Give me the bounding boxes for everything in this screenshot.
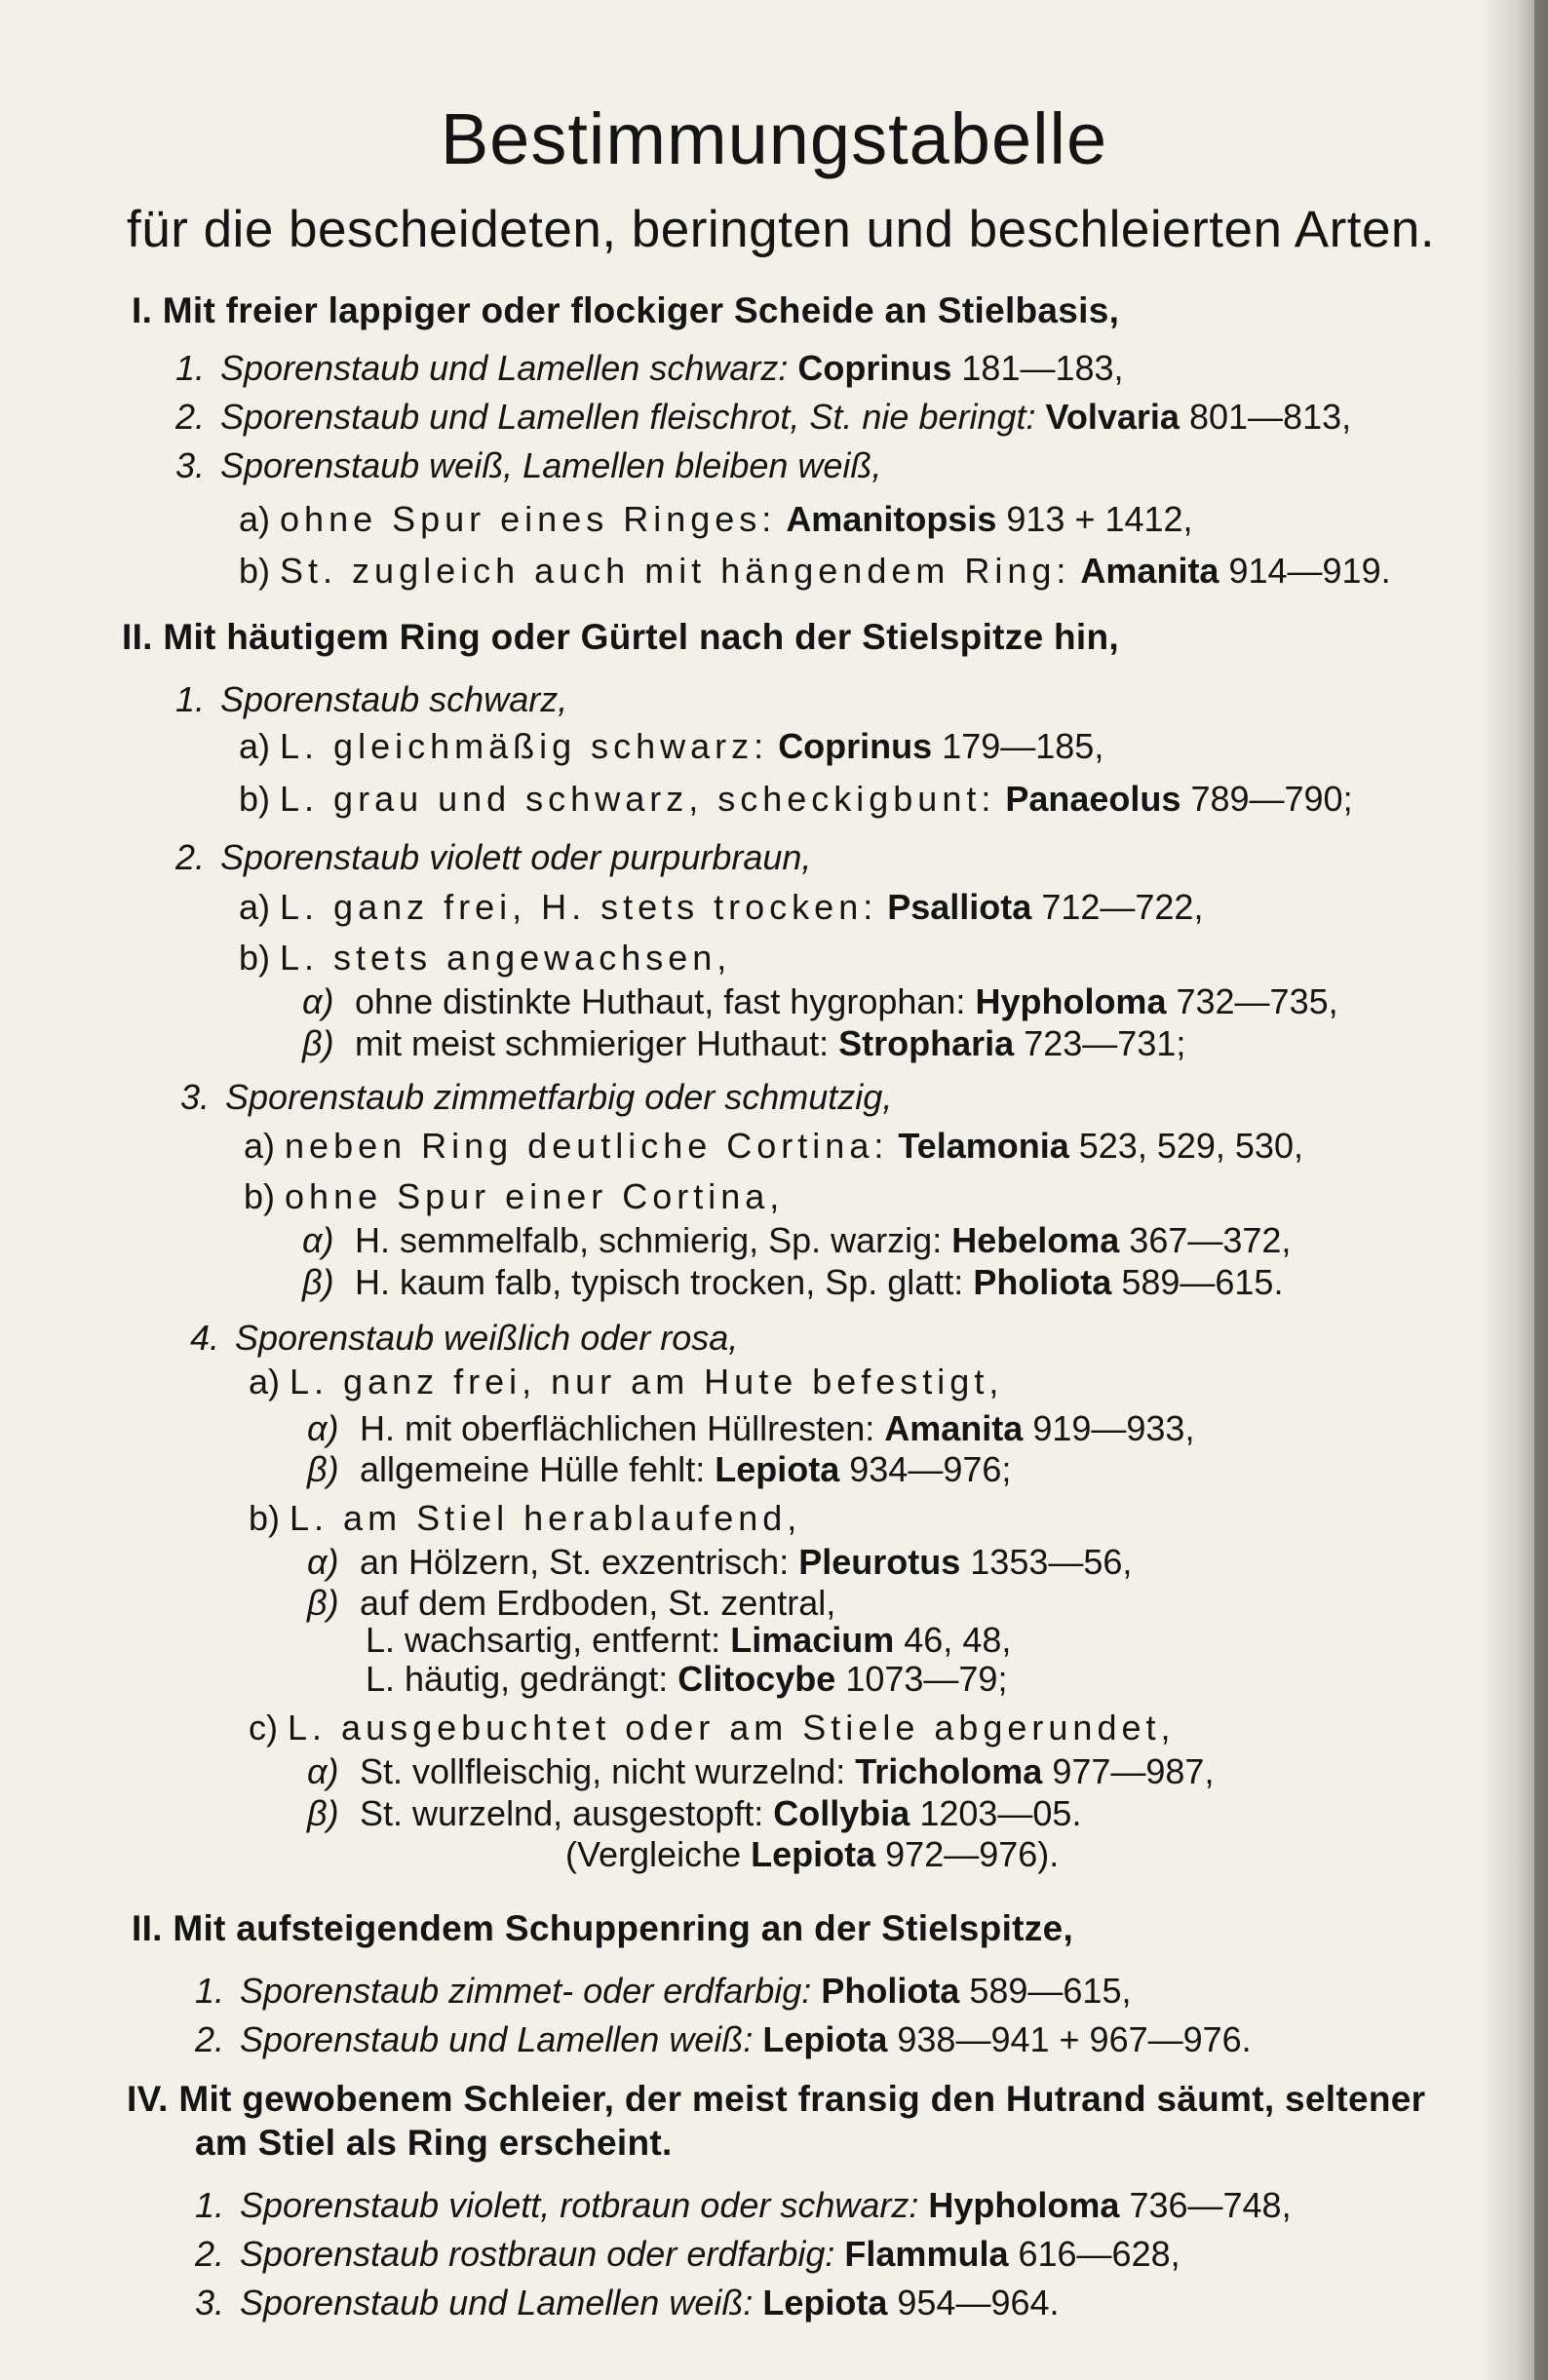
page-ref: 589—615, xyxy=(969,1971,1132,2011)
page-ref: 589—615. xyxy=(1121,1262,1284,1302)
key-number: 3. xyxy=(175,445,206,485)
section-heading-text: Mit freier lappiger oder flockiger Scheide an Stielbasis, xyxy=(162,290,1120,330)
key-text: Sporenstaub zimmet- oder erdfarbig: xyxy=(240,1971,812,2011)
section-heading xyxy=(127,2081,1425,2117)
section-heading xyxy=(132,1910,1073,1946)
key-text: allgemeine Hülle fehlt: xyxy=(360,1449,706,1489)
genus-name: Lepiota xyxy=(751,1834,876,1874)
genus-name: Lepiota xyxy=(762,2019,888,2059)
key-text: Sporenstaub zimmetfarbig oder schmutzig, xyxy=(225,1077,893,1117)
genus-name: Telamonia xyxy=(898,1126,1069,1166)
key-text: an Hölzern, St. exzentrisch: xyxy=(360,1542,790,1582)
key-letter: a) xyxy=(239,726,271,766)
key-text: ohne Spur einer Cortina, xyxy=(285,1176,785,1216)
key-line xyxy=(366,1620,1012,1660)
genus-name: Tricholoma xyxy=(855,1751,1043,1791)
key-line xyxy=(249,1710,1176,1746)
key-line xyxy=(195,2185,1292,2225)
key-text: L. ganz frei, H. stets trocken: xyxy=(280,887,878,927)
page-ref: 181—183, xyxy=(961,348,1124,388)
key-text: L. ganz frei, nur am Hute befestigt, xyxy=(290,1362,1004,1401)
section-heading xyxy=(122,619,1119,655)
genus-name: Lepiota xyxy=(715,1449,840,1489)
section-heading-text: Mit aufsteigendem Schuppenring an der Stielspitze, xyxy=(173,1908,1074,1948)
page-ref: 934—976; xyxy=(849,1449,1012,1489)
key-text: L. wachsartig, entfernt: xyxy=(366,1620,721,1660)
key-line xyxy=(302,981,1338,1021)
page-ref: 919—933, xyxy=(1032,1408,1195,1448)
greek-key: β) xyxy=(307,1793,339,1833)
key-text: St. vollfleischig, nicht wurzelnd: xyxy=(360,1751,846,1791)
key-line xyxy=(565,1834,1060,1874)
key-text: L. am Stiel herablaufend, xyxy=(290,1498,802,1538)
greek-key: α) xyxy=(307,1542,339,1582)
key-line xyxy=(175,348,1124,388)
page-ref: 179—185, xyxy=(942,726,1104,766)
key-text: Sporenstaub schwarz, xyxy=(220,679,568,719)
key-text: ohne Spur eines Ringes: xyxy=(280,499,777,539)
genus-name: Amanita xyxy=(1080,551,1219,591)
key-number: 2. xyxy=(195,2019,225,2059)
page-edge-binding xyxy=(1534,0,1548,2380)
genus-name: Psalliota xyxy=(887,887,1032,927)
key-line xyxy=(307,1583,836,1623)
key-line xyxy=(180,1077,893,1117)
key-text: Sporenstaub und Lamellen weiß: xyxy=(240,2019,754,2059)
key-line xyxy=(302,1262,1284,1302)
page-ref: 616—628, xyxy=(1018,2234,1180,2274)
key-text: mit meist schmieriger Huthaut: xyxy=(355,1023,830,1063)
key-line xyxy=(175,679,568,719)
page-ref: 972—976). xyxy=(885,1834,1060,1874)
key-text: L. grau und schwarz, scheckigbunt: xyxy=(280,779,996,819)
key-line xyxy=(307,1542,1133,1582)
genus-name: Limacium xyxy=(730,1620,895,1660)
key-letter: a) xyxy=(244,1126,276,1166)
page-ref: 789—790; xyxy=(1190,779,1353,819)
key-letter: a) xyxy=(249,1362,281,1401)
page-ref: 938—941 + 967—976. xyxy=(897,2019,1252,2059)
key-number: 2. xyxy=(195,2234,225,2274)
key-text: L. ausgebuchtet oder am Stiele abgerundet, xyxy=(288,1708,1176,1747)
genus-name: Pholiota xyxy=(973,1262,1112,1302)
key-number: 1. xyxy=(175,348,206,388)
key-letter: a) xyxy=(239,887,271,927)
page-ref: 46, 48, xyxy=(904,1620,1012,1660)
page-title: Bestimmungstabelle xyxy=(440,98,1108,179)
section-roman: II. xyxy=(132,1908,163,1948)
key-text: Sporenstaub und Lamellen schwarz: xyxy=(220,348,789,388)
key-text: St. wurzelnd, ausgestopft: xyxy=(360,1793,764,1833)
genus-name: Hypholoma xyxy=(975,981,1167,1021)
genus-name: Pholiota xyxy=(821,1971,960,2011)
page-subtitle: für die bescheideten, beringten und beschleierten Arten. xyxy=(127,201,1436,258)
key-line xyxy=(239,940,731,976)
key-number: 1. xyxy=(195,1971,225,2011)
key-text: H. mit oberflächlichen Hüllresten: xyxy=(360,1408,875,1448)
key-line xyxy=(195,2019,1252,2059)
genus-name: Panaeolus xyxy=(1005,779,1181,819)
key-line xyxy=(195,2285,1060,2321)
genus-name: Clitocybe xyxy=(677,1659,836,1699)
greek-key: β) xyxy=(307,1583,339,1623)
key-line xyxy=(307,1449,1012,1489)
page-ref: 736—748, xyxy=(1129,2185,1292,2225)
key-text: St. zugleich auch mit hängendem Ring: xyxy=(280,551,1071,591)
key-letter: b) xyxy=(249,1498,281,1538)
greek-key: β) xyxy=(307,1449,339,1489)
key-text: H. semmelfalb, schmierig, Sp. warzig: xyxy=(355,1220,943,1260)
page-ref: 954—964. xyxy=(897,2283,1060,2322)
key-line xyxy=(175,397,1352,437)
key-text: Sporenstaub violett, rotbraun oder schwarz: xyxy=(240,2185,919,2225)
greek-key: α) xyxy=(302,1220,334,1260)
genus-name: Coprinus xyxy=(797,348,952,388)
key-line xyxy=(239,887,1204,927)
key-line xyxy=(239,726,1104,766)
key-number: 3. xyxy=(195,2283,225,2322)
key-letter: c) xyxy=(249,1708,278,1747)
key-line xyxy=(307,1751,1215,1791)
section-roman: I. xyxy=(132,290,153,330)
key-number: 1. xyxy=(195,2185,225,2225)
page-ref: 913 + 1412, xyxy=(1006,499,1193,539)
key-line xyxy=(175,837,812,877)
page-ref: 914—919. xyxy=(1228,551,1391,591)
key-text: L. häutig, gedrängt: xyxy=(366,1659,669,1699)
genus-name: Amanita xyxy=(884,1408,1024,1448)
key-letter: b) xyxy=(239,779,271,819)
key-text: (Vergleiche xyxy=(565,1834,742,1874)
page-ref: 367—372, xyxy=(1129,1220,1292,1260)
section-heading-continued: am Stiel als Ring erscheint. xyxy=(195,2123,673,2163)
genus-name: Amanitopsis xyxy=(786,499,997,539)
greek-key: α) xyxy=(307,1751,339,1791)
key-line xyxy=(239,499,1193,539)
key-line xyxy=(239,779,1353,819)
key-letter: b) xyxy=(244,1176,276,1216)
key-line xyxy=(244,1176,785,1216)
key-line xyxy=(244,1126,1303,1166)
key-line xyxy=(175,445,882,485)
key-line xyxy=(190,1318,739,1358)
key-text: Sporenstaub weiß, Lamellen bleiben weiß, xyxy=(220,445,882,485)
page-ref: 1353—56, xyxy=(970,1542,1133,1582)
page-ref: 977—987, xyxy=(1052,1751,1215,1791)
section-roman: IV. xyxy=(127,2079,169,2119)
key-line xyxy=(249,1364,1003,1400)
key-line xyxy=(307,1408,1195,1448)
genus-name: Volvaria xyxy=(1045,397,1180,437)
key-text: auf dem Erdboden, St. zentral, xyxy=(360,1583,836,1623)
key-letter: b) xyxy=(239,551,271,591)
greek-key: β) xyxy=(302,1262,334,1302)
key-number: 2. xyxy=(175,397,206,437)
page-ref: 801—813, xyxy=(1188,397,1352,437)
key-text: H. kaum falb, typisch trocken, Sp. glatt: xyxy=(355,1262,964,1302)
key-text: Sporenstaub und Lamellen fleischrot, St. nie beringt: xyxy=(220,397,1036,437)
genus-name: Lepiota xyxy=(762,2283,888,2322)
key-line xyxy=(239,551,1391,591)
greek-key: β) xyxy=(302,1023,334,1063)
key-line xyxy=(195,1971,1132,2011)
page-ref: 523, 529, 530, xyxy=(1078,1126,1303,1166)
key-number: 3. xyxy=(180,1077,211,1117)
key-text: Sporenstaub violett oder purpurbraun, xyxy=(220,837,812,877)
key-letter: a) xyxy=(239,499,271,539)
key-line xyxy=(195,2234,1180,2274)
key-text: L. gleichmäßig schwarz: xyxy=(280,726,769,766)
page-ref: 712—722, xyxy=(1041,887,1204,927)
key-text: Sporenstaub und Lamellen weiß: xyxy=(240,2283,754,2322)
section-heading-text: Mit häutigem Ring oder Gürtel nach der Stielspitze hin, xyxy=(163,617,1119,657)
key-line xyxy=(307,1793,1082,1833)
page-ref: 732—735, xyxy=(1176,981,1338,1021)
key-line xyxy=(302,1023,1186,1063)
genus-name: Stropharia xyxy=(838,1023,1015,1063)
greek-key: α) xyxy=(307,1408,339,1448)
key-line xyxy=(302,1220,1292,1260)
section-heading xyxy=(132,292,1119,328)
genus-name: Hebeloma xyxy=(951,1220,1120,1260)
key-text: neben Ring deutliche Cortina: xyxy=(285,1126,889,1166)
key-text: L. stets angewachsen, xyxy=(280,938,732,978)
key-number: 1. xyxy=(175,679,206,719)
key-text: ohne distinkte Huthaut, fast hygrophan: xyxy=(355,981,966,1021)
key-text: Sporenstaub weißlich oder rosa, xyxy=(235,1318,739,1358)
key-number: 4. xyxy=(190,1318,220,1358)
key-letter: b) xyxy=(239,938,271,978)
genus-name: Pleurotus xyxy=(798,1542,961,1582)
section-heading-text: Mit gewobenem Schleier, der meist fransig den Hutrand säumt, seltener xyxy=(178,2079,1426,2119)
genus-name: Coprinus xyxy=(778,726,933,766)
page-ref: 723—731; xyxy=(1024,1023,1186,1063)
page-ref: 1203—05. xyxy=(919,1793,1082,1833)
greek-key: α) xyxy=(302,981,334,1021)
key-line xyxy=(249,1498,802,1538)
genus-name: Collybia xyxy=(773,1793,910,1833)
key-number: 2. xyxy=(175,837,206,877)
key-line xyxy=(366,1659,1008,1699)
genus-name: Hypholoma xyxy=(928,2185,1120,2225)
section-roman: II. xyxy=(122,617,153,657)
page-ref: 1073—79; xyxy=(845,1659,1008,1699)
genus-name: Flammula xyxy=(844,2234,1009,2274)
key-text: Sporenstaub rostbraun oder erdfarbig: xyxy=(240,2234,835,2274)
